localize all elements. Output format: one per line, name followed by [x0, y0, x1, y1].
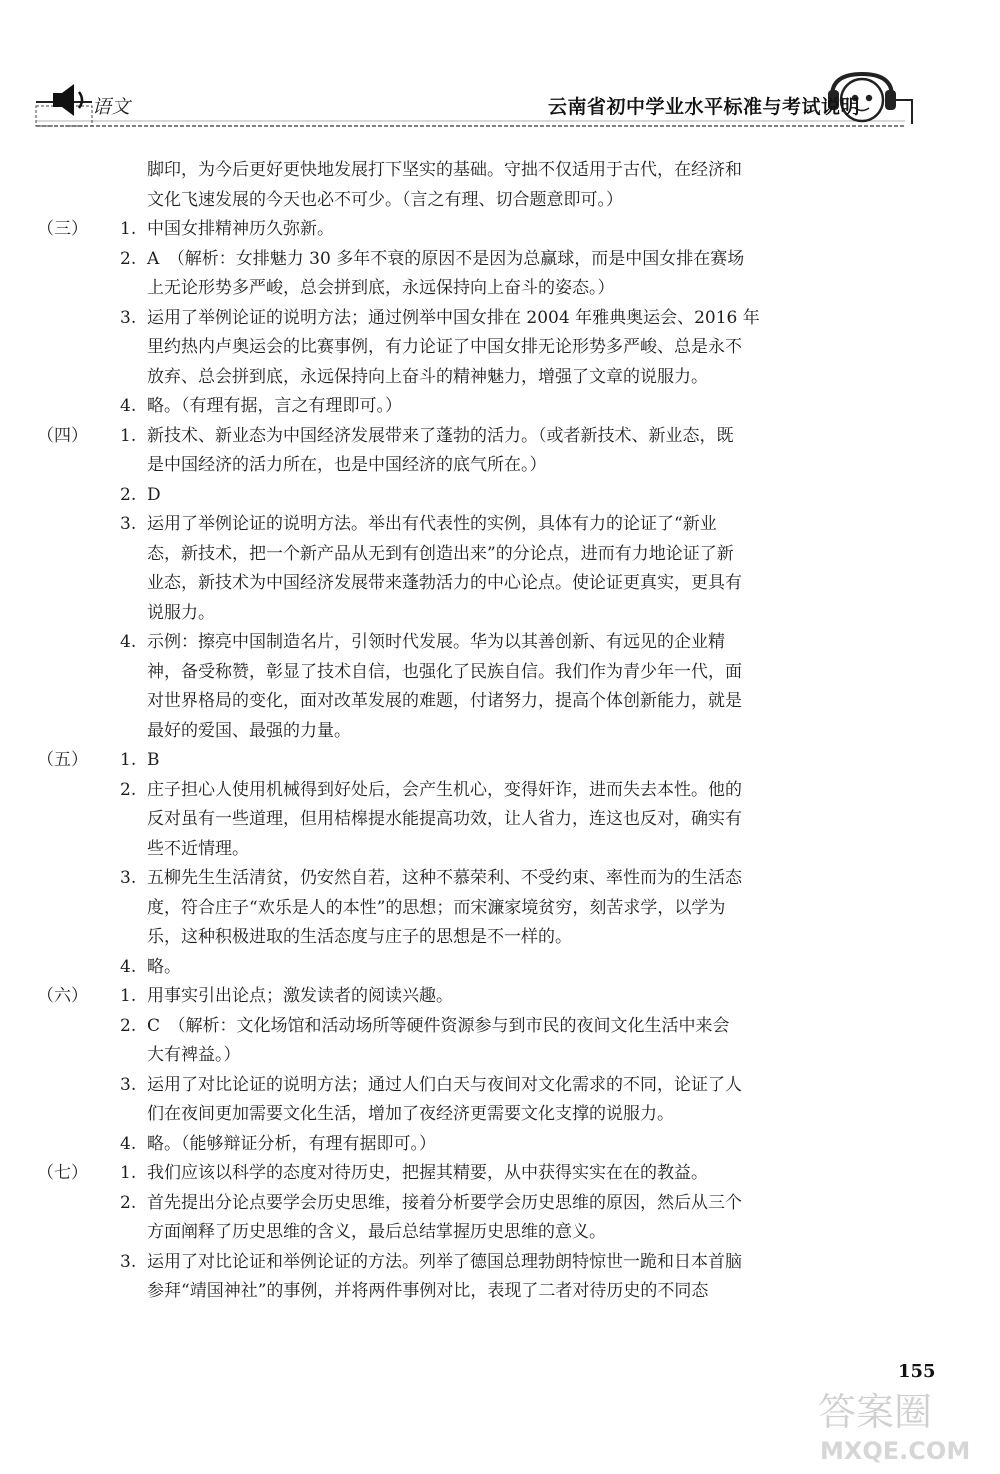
answer-line: 略。	[147, 956, 181, 977]
answer-line: A （解析：女排魅力 30 多年不衰的原因不是因为总赢球，而是中国女排在赛场	[147, 248, 745, 269]
answer-line: 乐，这种积极进取的生活态度与庄子的思想是不一样的。	[147, 927, 572, 947]
answer-line: 些不近情理。	[147, 838, 249, 859]
header-decoration	[0, 0, 1000, 140]
answer-line: 庄子担心人使用机械得到好处后，会产生机心，变得奸诈，进而失去本性。他的	[147, 779, 742, 800]
item-number: 1.	[120, 750, 137, 770]
answer-line: 是中国经济的活力所在，也是中国经济的底气所在。）	[147, 455, 547, 475]
answer-line: 运用了举例论证的说明方法；通过例举中国女排在 2004 年雅典奥运会、2016 年	[147, 307, 760, 328]
answer-line: 参拜“靖国神社”的事例，并将两件事例对比，表现了二者对待历史的不同态	[147, 1281, 709, 1301]
item-number: 1.	[120, 219, 137, 239]
item-number: 3.	[120, 1074, 137, 1095]
text-line: 文化飞速发展的今天也必不可少。（言之有理、切合题意即可。）	[147, 189, 623, 210]
section-marker: （四）	[37, 425, 88, 446]
answer-line: 略。（有理有据，言之有理即可。）	[147, 396, 402, 416]
item-number: 1.	[120, 986, 137, 1006]
item-number: 3.	[120, 514, 137, 534]
answer-line: B	[147, 750, 160, 770]
answer-line: 反对虽有一些道理，但用桔槔提水能提高功效，让人省力，连这也反对，确实有	[147, 809, 742, 829]
answer-line: 运用了对比论证的说明方法；通过人们白天与夜间对文化需求的不同，论证了人	[147, 1074, 742, 1095]
answer-line: 大有裨益。）	[147, 1045, 241, 1065]
text-line: 脚印，为今后更好更快地发展打下坚实的基础。守拙不仅适用于古代，在经济和	[147, 160, 742, 180]
item-number: 3.	[120, 1251, 137, 1272]
answer-line: C （解析：文化场馆和活动场所等硬件资源参与到市民的夜间文化生活中来会	[147, 1015, 730, 1036]
answer-line: 放弃、总会拼到底，永远保持向上奋斗的精神魅力，增强了文章的说服力。	[147, 366, 708, 387]
answer-line: 最好的爱国、最强的力量。	[147, 720, 351, 741]
item-number: 4.	[120, 632, 137, 652]
answer-line: 们在夜间更加需要文化生活，增加了夜经济更需要文化支撑的说服力。	[147, 1104, 674, 1124]
watermark-text-url: MXQE.COM	[820, 1437, 971, 1465]
item-number: 2.	[120, 1192, 137, 1213]
item-number: 4.	[120, 396, 137, 416]
watermark-logo	[812, 1385, 990, 1465]
item-number: 4.	[120, 1133, 137, 1154]
answer-line: 上无论形势多严峻，总会拼到底，永远保持向上奋斗的姿态。）	[147, 278, 615, 298]
answer-line: 运用了对比论证和举例论证的方法。列举了德国总理勃朗特惊世一跪和日本首脑	[147, 1251, 742, 1272]
page-header	[0, 0, 1000, 140]
watermark-text-cn: 答案圈	[818, 1390, 933, 1434]
item-number: 1.	[120, 425, 137, 446]
answer-line: 首先提出分论点要学会历史思维，接着分析要学会历史思维的原因，然后从三个	[147, 1192, 742, 1213]
answer-line: 新技术、新业态为中国经济发展带来了蓬勃的活力。（或者新技术、新业态，既	[147, 425, 734, 446]
item-number: 2.	[120, 248, 137, 269]
answer-line: 中国女排精神历久弥新。	[147, 219, 334, 239]
item-number: 2.	[120, 484, 137, 505]
section-marker: （六）	[37, 986, 88, 1006]
item-number: 2.	[120, 1015, 137, 1036]
answer-line: 运用了举例论证的说明方法。举出有代表性的实例，具体有力的论证了“新业	[147, 514, 717, 534]
section-marker: （七）	[37, 1163, 88, 1183]
section-marker: （三）	[37, 219, 88, 239]
answer-line: 态，新技术，把一个新产品从无到有创造出来”的分论点，进而有力地论证了新	[147, 543, 734, 564]
speaker-icon	[53, 84, 82, 116]
answer-line: 业态，新技术为中国经济发展带来蓬勃活力的中心论点。使论证更真实，更具有	[147, 573, 742, 593]
answer-line: 里约热内卢奥运会的比赛事例，有力论证了中国女排无论形势多严峻、总是永不	[147, 337, 742, 357]
answer-line: 我们应该以科学的态度对待历史，把握其精要，从中获得实实在在的教益。	[147, 1163, 708, 1183]
answer-line: 用事实引出论点；激发读者的阅读兴趣。	[147, 986, 453, 1006]
answer-line: 度，符合庄子“欢乐是人的本性”的思想；而宋濂家境贫穷，刻苦求学，以学为	[147, 897, 726, 918]
answer-line: 略。（能够辩证分析，有理有据即可。）	[147, 1133, 436, 1154]
item-number: 4.	[120, 956, 137, 977]
answer-line: 说服力。	[147, 602, 215, 623]
page-number: 155	[898, 1361, 936, 1382]
item-number: 2.	[120, 779, 137, 800]
series-title: 云南省初中学业水平标准与考试说明	[548, 96, 861, 118]
section-marker: （五）	[37, 750, 88, 770]
answer-line: 神，备受称赞，彰显了技术自信，也强化了民族自信。我们作为青少年一代，面	[147, 661, 742, 682]
item-number: 3.	[120, 307, 137, 328]
subject-label: 语文	[92, 96, 131, 118]
item-number: 1.	[120, 1163, 137, 1183]
answer-line: D	[147, 484, 161, 505]
answer-line: 示例：擦亮中国制造名片，引领时代发展。华为以其善创新、有远见的企业精	[147, 632, 725, 652]
answer-line: 五柳先生生活清贫，仍安然自若，这种不慕荣利、不受约束、率性而为的生活态	[147, 868, 742, 888]
answer-line: 方面阐释了历史思维的含义，最后总结掌握历史思维的意义。	[147, 1222, 606, 1242]
item-number: 3.	[120, 868, 137, 888]
answer-line: 对世界格局的变化，面对改革发展的难题，付诸努力，提高个体创新能力，就是	[147, 691, 742, 711]
